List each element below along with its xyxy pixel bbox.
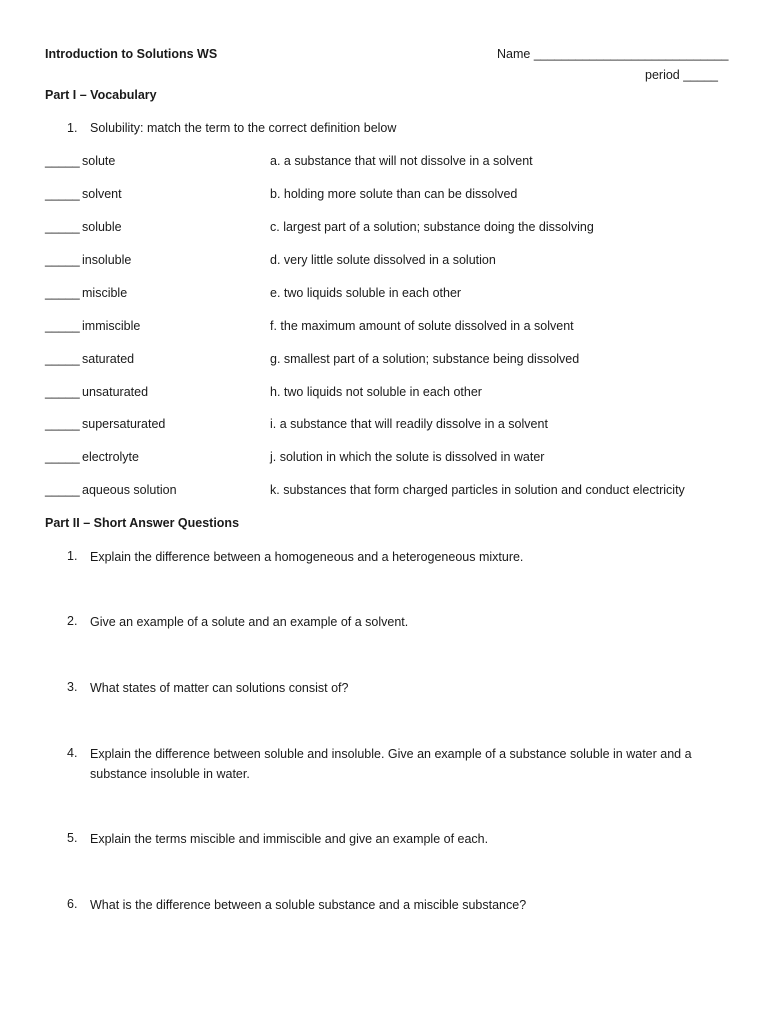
vocab-definition: i. a substance that will readily dissolve in a solvent xyxy=(270,417,548,431)
part1-heading: Part I – Vocabulary xyxy=(45,88,157,102)
vocab-row-immiscible xyxy=(45,319,735,337)
vocab-definition: h. two liquids not soluble in each other xyxy=(270,385,482,399)
answer-blank[interactable]: _____ xyxy=(45,450,80,464)
vocab-term: soluble xyxy=(82,220,122,234)
answer-blank[interactable]: _____ xyxy=(45,385,80,399)
answer-blank[interactable]: _____ xyxy=(45,483,80,497)
vocab-definition: c. largest part of a solution; substance doing the dissolving xyxy=(270,220,594,234)
vocab-term: electrolyte xyxy=(82,450,139,464)
question-text: Explain the terms miscible and immiscible and give an example of each. xyxy=(90,832,489,846)
vocab-row-solvent xyxy=(45,187,735,205)
question-number: 2. xyxy=(67,614,78,628)
answer-blank[interactable]: _____ xyxy=(45,319,80,333)
vocab-definition: g. smallest part of a solution; substance being dissolved xyxy=(270,352,580,366)
question-text: Give an example of a solute and an example of a solvent. xyxy=(90,615,409,629)
question-number: 3. xyxy=(67,680,78,694)
vocab-term: unsaturated xyxy=(82,385,149,399)
vocab-term: immiscible xyxy=(82,319,141,333)
answer-blank[interactable]: _____ xyxy=(45,352,80,366)
vocab-row-miscible xyxy=(45,286,735,304)
answer-blank[interactable]: _____ xyxy=(45,253,80,267)
question-number: 5. xyxy=(67,831,78,845)
worksheet-title: Introduction to Solutions WS xyxy=(45,47,218,61)
vocab-term: insoluble xyxy=(82,253,132,267)
question-text: Explain the difference between soluble and insoluble. Give an example of a substance soluble in water and a substance insoluble in water. xyxy=(90,747,692,781)
vocab-term: aqueous solution xyxy=(82,483,177,497)
vocab-term: solvent xyxy=(82,187,122,201)
question-text: What is the difference between a soluble substance and a miscible substance? xyxy=(90,898,527,912)
vocab-row-saturated xyxy=(45,352,735,370)
vocab-definition: d. very little solute dissolved in a solution xyxy=(270,253,496,267)
vocab-row-unsaturated xyxy=(45,385,735,403)
question-number: 1. xyxy=(67,549,78,563)
answer-blank[interactable]: _____ xyxy=(45,417,80,431)
vocab-term: miscible xyxy=(82,286,128,300)
answer-blank[interactable]: _____ xyxy=(45,187,80,201)
vocab-definition: k. substances that form charged particles in solution and conduct electricity xyxy=(270,483,685,497)
question-text: What states of matter can solutions consist of? xyxy=(90,681,349,695)
vocab-row-soluble xyxy=(45,220,735,238)
part1-instruction: Solubility: match the term to the correct definition below xyxy=(90,121,397,135)
question-text: Explain the difference between a homogeneous and a heterogeneous mixture. xyxy=(90,550,524,564)
vocab-row-aqueous-solution xyxy=(45,483,735,501)
vocab-definition: b. holding more solute than can be dissolved xyxy=(270,187,518,201)
vocab-row-electrolyte xyxy=(45,450,735,468)
vocab-row-insoluble xyxy=(45,253,735,271)
vocab-definition: a. a substance that will not dissolve in a solvent xyxy=(270,154,533,168)
vocab-definition: f. the maximum amount of solute dissolved in a solvent xyxy=(270,319,574,333)
question-number: 6. xyxy=(67,897,78,911)
vocab-definition: j. solution in which the solute is dissolved in water xyxy=(270,450,545,464)
part1-instruction-number: 1. xyxy=(67,121,78,135)
part2-heading: Part II – Short Answer Questions xyxy=(45,516,240,530)
vocab-term: saturated xyxy=(82,352,135,366)
answer-blank[interactable]: _____ xyxy=(45,286,80,300)
vocab-row-solute xyxy=(45,154,735,172)
question-number: 4. xyxy=(67,746,78,760)
answer-blank[interactable]: _____ xyxy=(45,220,80,234)
vocab-row-supersaturated xyxy=(45,417,735,435)
answer-blank[interactable]: _____ xyxy=(45,154,80,168)
vocab-term: supersaturated xyxy=(82,417,166,431)
vocab-term: solute xyxy=(82,154,116,168)
vocab-definition: e. two liquids soluble in each other xyxy=(270,286,462,300)
name-field-label: Name ____________________________ xyxy=(497,47,729,61)
period-field-label: period _____ xyxy=(645,68,718,82)
